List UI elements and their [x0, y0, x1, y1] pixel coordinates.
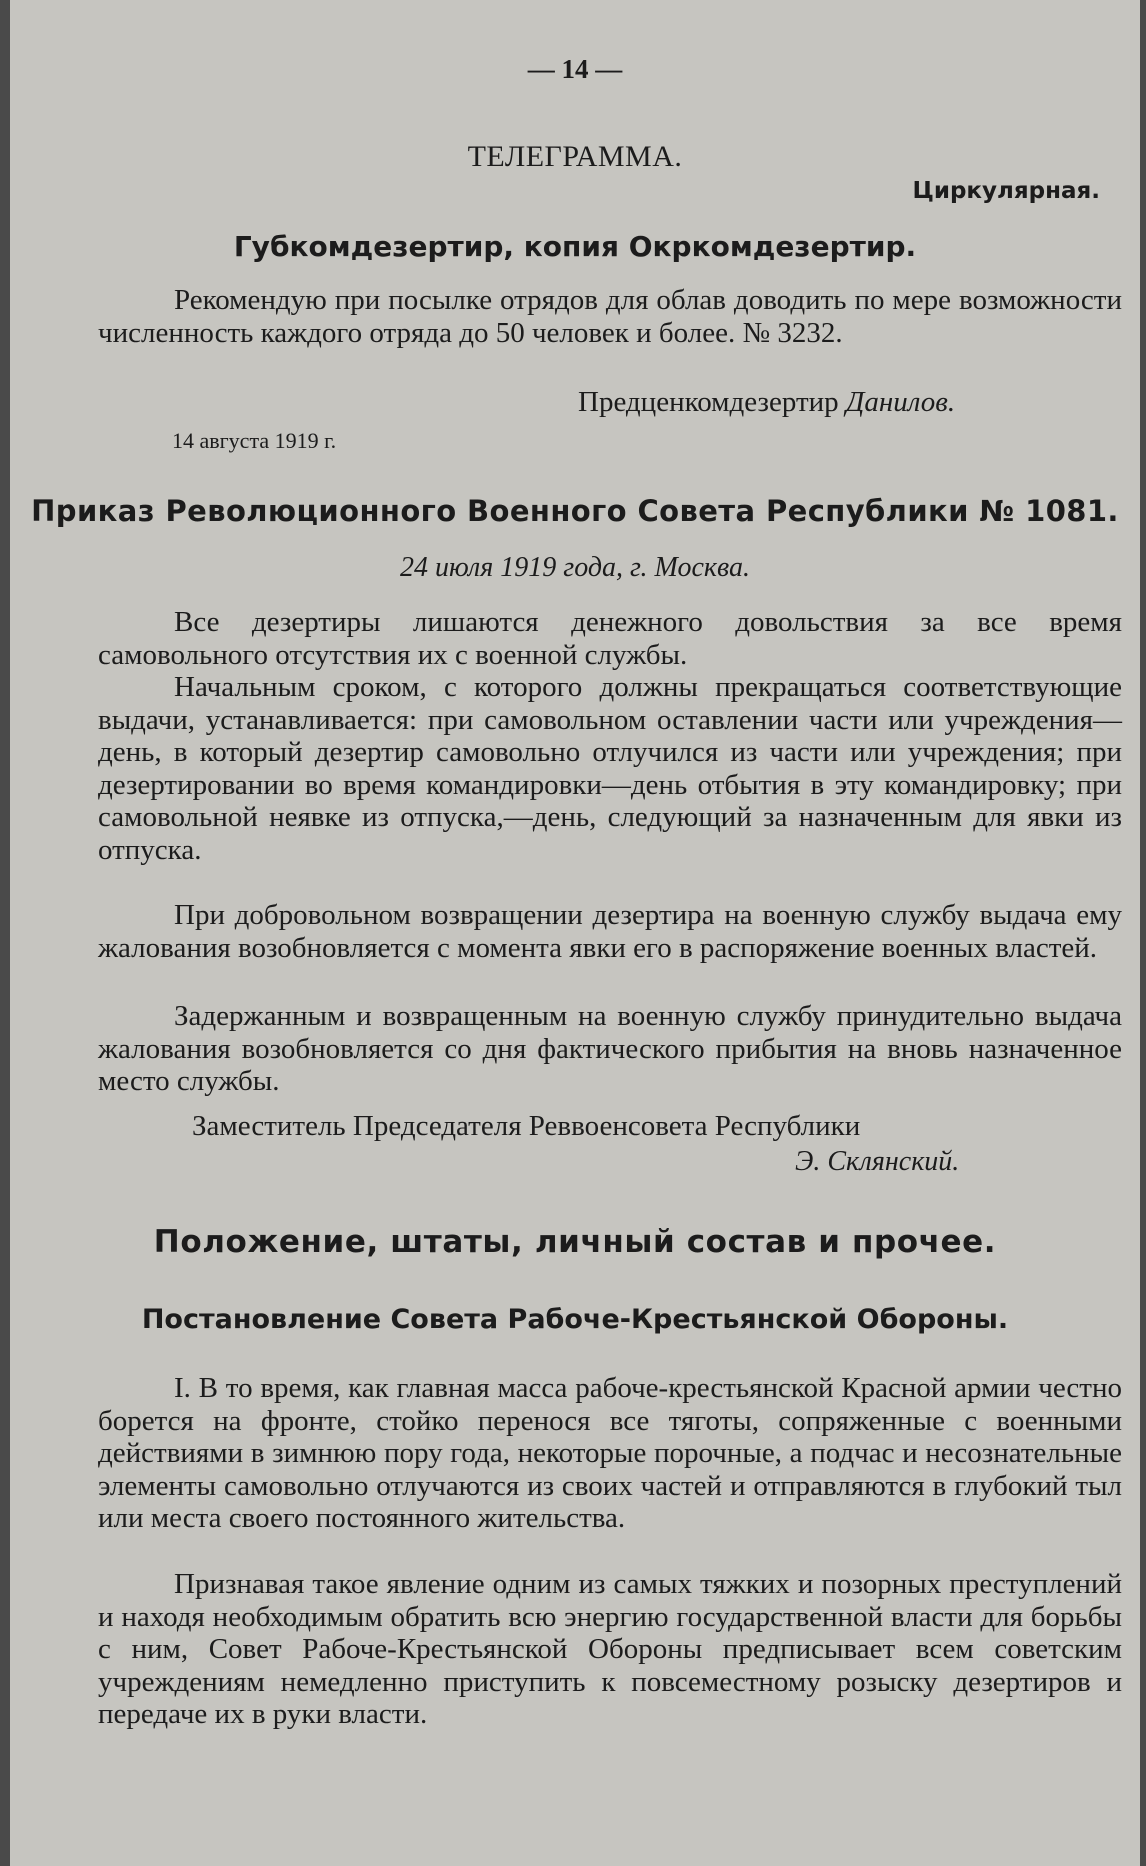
document-page	[10, 0, 1140, 1866]
telegram-signature	[578, 386, 955, 419]
order-date-place: 24 июля 1919 года, г. Москва.	[400, 552, 750, 583]
telegram-type: Циркулярная.	[912, 178, 1100, 204]
resolution-paragraph-1: I. В то время, как главная масса рабоче-крестьянской Красной армии честно борется на фронте, стойко перенося все тяготы, сопряженные с военными действиями в зимнюю пору года, некоторые порочные, а подчас и несознательные элементы самовольно отлучаются из своих частей и отправляются в глубокий тыл или места своего постоянного жительства.	[98, 1372, 1122, 1534]
telegram-address: Губкомдезертир, копия Окркомдезертир.	[233, 230, 917, 263]
telegram-title: ТЕЛЕГРАММА.	[467, 140, 683, 173]
telegram-body: Рекомендую при посылке отрядов для облав доводить по мере возможности численность каждого отряда до 50 человек и более. № 3232.	[98, 284, 1122, 349]
order-signature-name: Э. Склянский.	[795, 1146, 960, 1177]
order-paragraph-4: Задержанным и возвращенным на военную службу принудительно выдача жалования возобновляется со дня фактического прибытия на вновь назначенное место службы.	[98, 1000, 1122, 1097]
order-paragraph-2: Начальным сроком, с которого должны прекращаться соответствующие выдачи, устанавливается: при самовольном оставлении части или учреждения—день, в который дезертир самовольно отлучился из части или учреждения; при дезертировании во время командировки—день отбытия в эту командировку; при самовольной неявке из отпуска,—день, следующий за назначенным для явки из отпуска.	[98, 671, 1122, 866]
order-paragraph-1: Все дезертиры лишаются денежного довольствия за все время самовольного отсутствия их с военной службы.	[98, 606, 1122, 671]
telegram-date: 14 августа 1919 г.	[172, 428, 337, 453]
telegram-signature-name: Данилов.	[845, 386, 956, 418]
page-number: — 14 —	[527, 54, 623, 84]
order-paragraph-3: При добровольном возвращении дезертира на военную службу выдача ему жалования возобновляется с момента явки его в распоряжение военных властей.	[98, 899, 1122, 964]
section-heading: Положение, штаты, личный состав и прочее.	[153, 1224, 997, 1260]
resolution-paragraph-2: Признавая такое явление одним из самых тяжких и позорных преступлений и находя необходимым обратить всю энергию государственной власти для борьбы с ним, Совет Рабоче-Крестьянской Обороны предписывает всем советским учреждениям немедленно приступить к повсеместному розыску дезертиров и передаче их в руки власти.	[98, 1568, 1122, 1730]
order-signature-title: Заместитель Председателя Реввоенсовета Республики	[192, 1110, 861, 1142]
resolution-title: Постановление Совета Рабоче-Крестьянской Обороны.	[141, 1304, 1009, 1335]
telegram-signature-title: Предценкомдезертир	[578, 386, 839, 418]
order-title: Приказ Революционного Военного Совета Республики № 1081.	[31, 494, 1119, 528]
